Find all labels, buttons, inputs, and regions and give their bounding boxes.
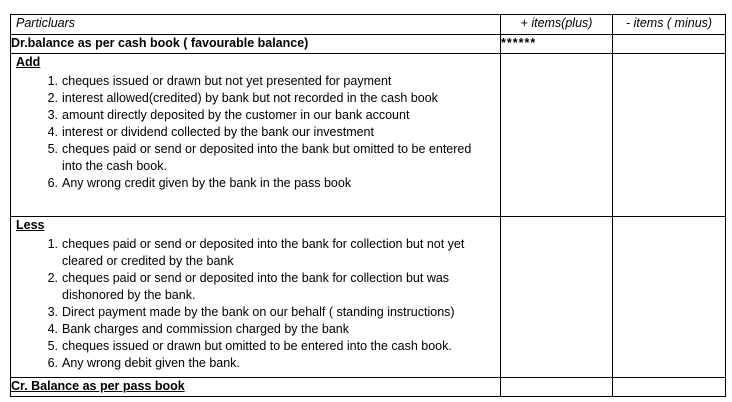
header-minus-items: - items ( minus) <box>613 15 726 35</box>
opening-balance-plus-value: ****** <box>501 35 613 54</box>
closing-balance-label: Cr. Balance as per pass book <box>11 378 501 397</box>
opening-balance-minus-cell <box>613 35 726 54</box>
opening-balance-label: Dr.balance as per cash book ( favourable balance) <box>11 35 501 54</box>
header-particulars: Particluars <box>11 15 501 35</box>
list-item: 5. cheques paid or send or deposited into the bank but omitted to be entered into the cash book. <box>47 142 472 173</box>
closing-balance-minus-cell <box>613 378 726 397</box>
header-row <box>11 15 726 35</box>
bank-reconciliation-table <box>10 14 726 397</box>
list-item: 6. Any wrong credit given by the bank in the pass book <box>47 176 352 190</box>
less-section-title: Less <box>16 218 45 232</box>
less-plus-cell <box>501 217 613 378</box>
list-item: 4. Bank charges and commission charged by the bank <box>47 322 349 336</box>
list-item: 6. Any wrong debit given the bank. <box>47 356 240 370</box>
list-item: 3. amount directly deposited by the customer in our bank account <box>47 108 410 122</box>
closing-balance-plus-cell <box>501 378 613 397</box>
add-minus-cell <box>613 54 726 217</box>
closing-balance-row <box>11 378 726 397</box>
add-section-row <box>11 54 726 217</box>
list-item: 1. cheques issued or drawn but not yet presented for payment <box>47 74 392 88</box>
list-item: 2. interest allowed(credited) by bank but not recorded in the cash book <box>47 91 438 105</box>
add-section-cell <box>11 54 501 217</box>
less-minus-cell <box>613 217 726 378</box>
less-section-row <box>11 217 726 378</box>
list-item: 1. cheques paid or send or deposited into the bank for collection but not yet cleared or credited by the bank <box>47 237 465 268</box>
list-item: 3. Direct payment made by the bank on our behalf ( standing instructions) <box>47 305 455 319</box>
add-items-list <box>11 73 500 192</box>
add-section-title: Add <box>16 55 41 69</box>
less-section-cell <box>11 217 501 378</box>
add-plus-cell <box>501 54 613 217</box>
list-item: 4. interest or dividend collected by the bank our investment <box>47 125 374 139</box>
list-item: 5. cheques issued or drawn but omitted to be entered into the cash book. <box>47 339 452 353</box>
header-plus-items: + items(plus) <box>501 15 613 35</box>
opening-balance-row <box>11 35 726 54</box>
list-item: 2. cheques paid or send or deposited into the bank for collection but was dishonored by the bank. <box>47 271 450 302</box>
less-items-list <box>11 236 500 372</box>
